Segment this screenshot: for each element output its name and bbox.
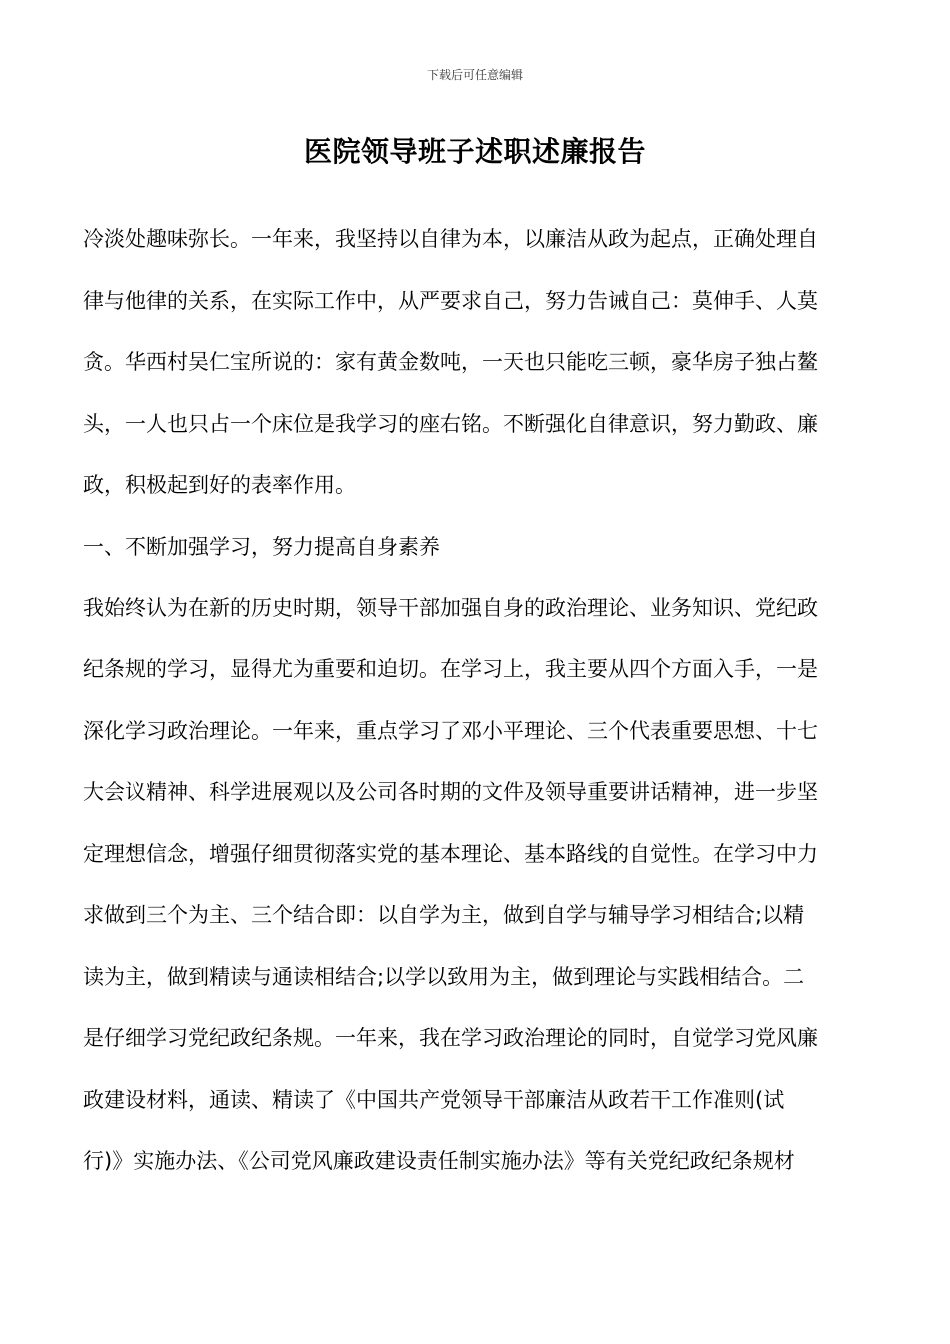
body-line: 政建设材料，通读、精读了《中国共产党领导干部廉洁从政若干工作准则(试: [83, 1087, 785, 1112]
body-line: 律与他律的关系，在实际工作中，从严要求自己，努力告诫自己：莫伸手、人莫: [83, 288, 818, 313]
body-line: 是仔细学习党纪政纪条规。一年来，我在学习政治理论的同时，自觉学习党风廉: [83, 1026, 818, 1050]
document-body: [83, 218, 873, 1202]
header-note: 下载后可任意编辑: [426, 68, 523, 82]
body-line: 冷淡处趣味弥长。一年来，我坚持以自律为本，以廉洁从政为起点，正确处理自: [83, 227, 818, 251]
body-line: 纪条规的学习，显得尤为重要和迫切。在学习上，我主要从四个方面入手，一是: [83, 657, 818, 681]
body-line: 行)》实施办法、《公司党风廉政建设责任制实施办法》等有关党纪政纪条规材: [83, 1149, 795, 1173]
document-title: 医院领导班子述职述廉报告: [303, 135, 646, 168]
body-line: 头，一人也只占一个床位是我学习的座右铭。不断强化自律意识，努力勤政、廉: [83, 411, 818, 436]
body-line: 大会议精神、科学进展观以及公司各时期的文件及领导重要讲话精神，进一步坚: [83, 780, 818, 804]
section-heading: 一、不断加强学习，努力提高自身素养: [83, 534, 440, 559]
body-line: 读为主，做到精读与通读相结合;以学以致用为主，做到理论与实践相结合。二: [83, 964, 805, 989]
body-line: 定理想信念，增强仔细贯彻落实党的基本理论、基本路线的自觉性。在学习中力: [83, 841, 818, 866]
body-line: 求做到三个为主、三个结合即：以自学为主，做到自学与辅导学习相结合;以精: [83, 903, 805, 927]
body-line: 贪。华西村吴仁宝所说的：家有黄金数吨，一天也只能吃三顿，豪华房子独占鳌: [83, 350, 818, 374]
body-line: 深化学习政治理论。一年来，重点学习了邓小平理论、三个代表重要思想、十七: [83, 718, 818, 743]
body-line: 政，积极起到好的表率作用。: [83, 473, 356, 497]
body-line: 我始终认为在新的历史时期，领导干部加强自身的政治理论、业务知识、党纪政: [83, 595, 818, 620]
